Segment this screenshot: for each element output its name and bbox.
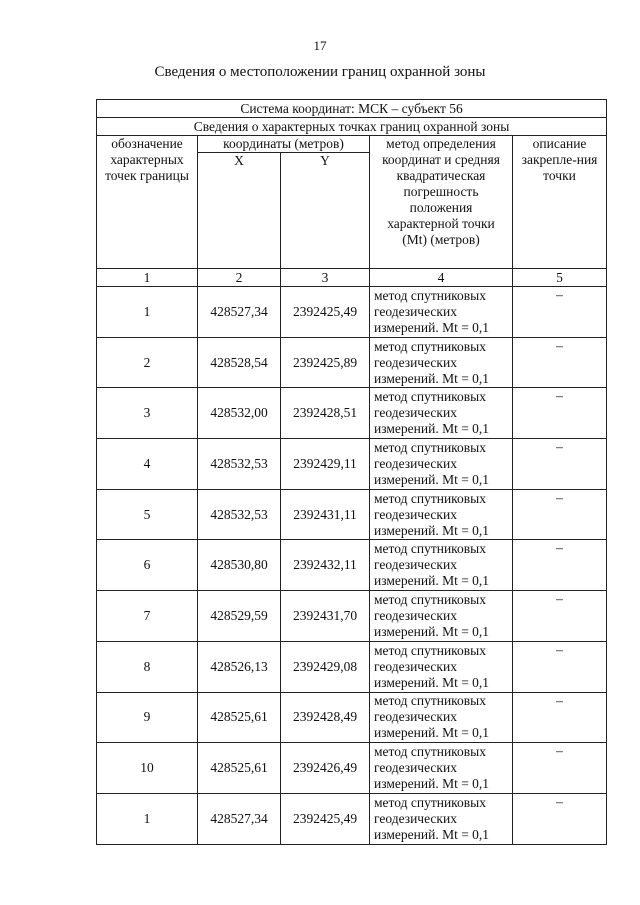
point-number-cell: 5 [97,489,198,540]
point-number-cell: 1 [97,287,198,338]
description-cell: – [513,540,607,591]
method-cell: метод спутниковых геодезических измерений. Mt = 0,1 [370,489,513,540]
description-cell: – [513,793,607,844]
description-cell: – [513,743,607,794]
table-row [97,388,607,439]
header-coordinates: координаты (метров) [198,136,370,153]
table-row [97,793,607,844]
x-coordinate-cell: 428527,34 [198,287,281,338]
table-row [97,439,607,490]
y-coordinate-cell: 2392432,11 [281,540,370,591]
table-row [97,743,607,794]
header-x: X [198,153,281,269]
header-point-designation: обозначение характерных точек границы [97,136,198,269]
method-cell: метод спутниковых геодезических измерений. Mt = 0,1 [370,439,513,490]
point-number-cell: 7 [97,591,198,642]
y-coordinate-cell: 2392426,49 [281,743,370,794]
description-cell: – [513,692,607,743]
description-cell: – [513,489,607,540]
method-cell: метод спутниковых геодезических измерений. Mt = 0,1 [370,692,513,743]
description-cell: – [513,641,607,692]
table-row [97,287,607,338]
point-number-cell: 9 [97,692,198,743]
column-number: 5 [513,269,607,287]
table-row [97,337,607,388]
point-number-cell: 8 [97,641,198,692]
x-coordinate-cell: 428530,80 [198,540,281,591]
description-cell: – [513,337,607,388]
y-coordinate-cell: 2392425,49 [281,793,370,844]
description-cell: – [513,287,607,338]
column-numbers-row [97,269,607,287]
y-coordinate-cell: 2392428,49 [281,692,370,743]
x-coordinate-cell: 428526,13 [198,641,281,692]
column-number: 2 [198,269,281,287]
x-coordinate-cell: 428529,59 [198,591,281,642]
y-coordinate-cell: 2392429,11 [281,439,370,490]
table-row [97,591,607,642]
method-cell: метод спутниковых геодезических измерений. Mt = 0,1 [370,743,513,794]
x-coordinate-cell: 428528,54 [198,337,281,388]
x-coordinate-cell: 428532,00 [198,388,281,439]
point-number-cell: 1 [97,793,198,844]
method-cell: метод спутниковых геодезических измерений. Mt = 0,1 [370,337,513,388]
coordinates-table [96,99,607,845]
point-number-cell: 4 [97,439,198,490]
section-title-row: Сведения о характерных точках границ охранной зоны [97,118,607,136]
point-number-cell: 10 [97,743,198,794]
table-row [97,692,607,743]
x-coordinate-cell: 428525,61 [198,743,281,794]
x-coordinate-cell: 428525,61 [198,692,281,743]
method-cell: метод спутниковых геодезических измерений. Mt = 0,1 [370,591,513,642]
y-coordinate-cell: 2392425,89 [281,337,370,388]
x-coordinate-cell: 428527,34 [198,793,281,844]
y-coordinate-cell: 2392429,08 [281,641,370,692]
description-cell: – [513,439,607,490]
page-title: Сведения о местоположении границ охранной зоны [154,64,486,80]
y-coordinate-cell: 2392425,49 [281,287,370,338]
x-coordinate-cell: 428532,53 [198,489,281,540]
description-cell: – [513,591,607,642]
column-number: 3 [281,269,370,287]
column-number: 4 [370,269,513,287]
header-description: описание закрепле-ния точки [513,136,607,269]
header-y: Y [281,153,370,269]
point-number-cell: 6 [97,540,198,591]
point-number-cell: 3 [97,388,198,439]
method-cell: метод спутниковых геодезических измерений. Mt = 0,1 [370,540,513,591]
method-cell: метод спутниковых геодезических измерений. Mt = 0,1 [370,793,513,844]
description-cell: – [513,388,607,439]
table-row [97,540,607,591]
x-coordinate-cell: 428532,53 [198,439,281,490]
table-row [97,489,607,540]
page-number: 17 [313,38,327,53]
y-coordinate-cell: 2392431,11 [281,489,370,540]
header-method: метод определения координат и средняя квадратическая погрешность положения характерной точки (Mt) (метров) [370,136,513,269]
method-cell: метод спутниковых геодезических измерений. Mt = 0,1 [370,388,513,439]
table-row [97,641,607,692]
method-cell: метод спутниковых геодезических измерений. Mt = 0,1 [370,641,513,692]
method-cell: метод спутниковых геодезических измерений. Mt = 0,1 [370,287,513,338]
y-coordinate-cell: 2392431,70 [281,591,370,642]
point-number-cell: 2 [97,337,198,388]
y-coordinate-cell: 2392428,51 [281,388,370,439]
column-number: 1 [97,269,198,287]
coordinate-system-row: Система координат: МСК – субъект 56 [97,100,607,118]
